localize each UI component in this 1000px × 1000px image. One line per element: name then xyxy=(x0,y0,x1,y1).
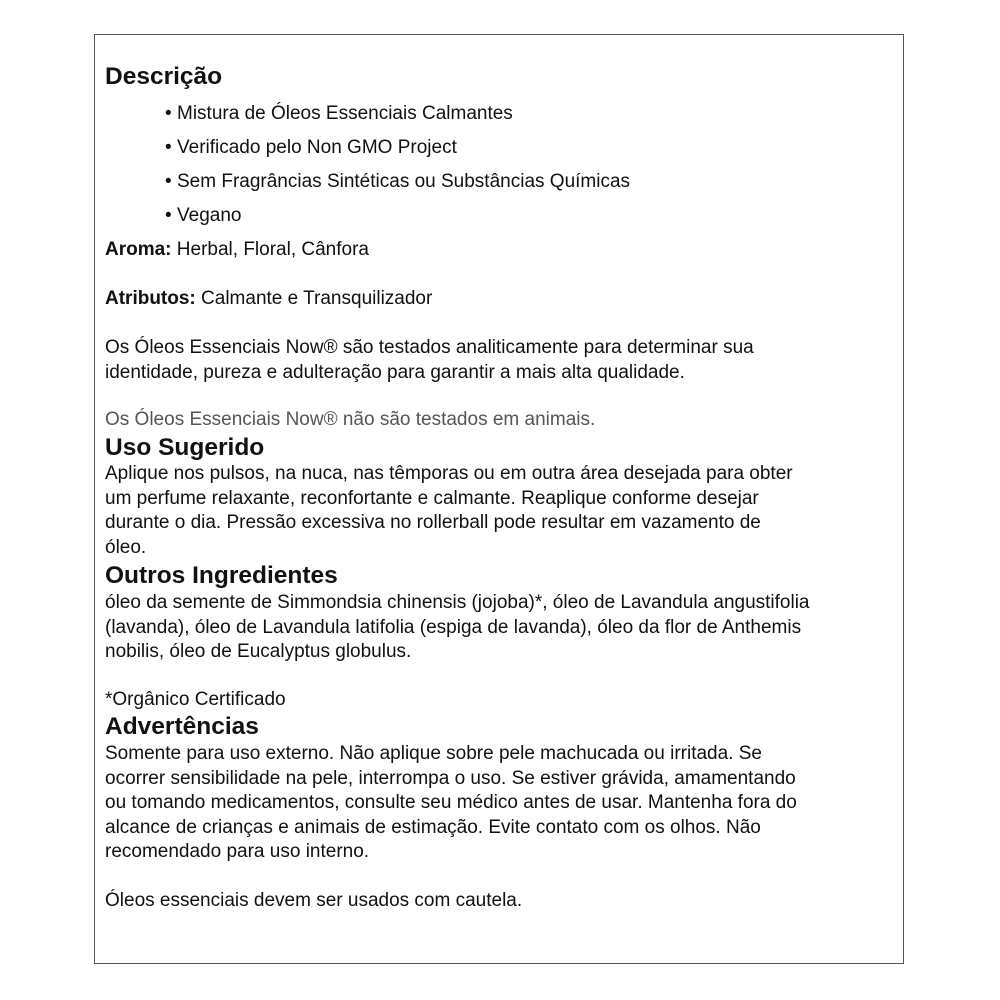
uso-heading: Uso Sugerido xyxy=(105,434,265,461)
ingredientes-heading: Outros Ingredientes xyxy=(105,562,338,589)
caution-note: Óleos essenciais devem ser usados com cautela. xyxy=(105,890,523,911)
list-item: • Mistura de Óleos Essenciais Calmantes xyxy=(165,103,513,124)
atributos-line xyxy=(105,287,432,312)
advertencias-paragraph: Somente para uso externo. Não aplique sobre pele machucada ou irritada. Se ocorrer sensibilidade na pele, interrompa o uso. Se estiver grávida, amamentando ou tomando medicamentos, consulte seu médico antes de usar. Mantenha fora do alcance de crianças e animais de estimação. Evite contato com os olhos. Não recomendado para uso interno. xyxy=(105,743,797,862)
aroma-label: Aroma: xyxy=(105,239,172,260)
organic-note: *Orgânico Certificado xyxy=(105,689,286,710)
bullet-icon: • xyxy=(165,171,172,192)
animals-note: Os Óleos Essenciais Now® não são testados em animais. xyxy=(105,409,596,430)
aroma-value: Herbal, Floral, Cânfora xyxy=(171,239,369,260)
bullet-icon: • xyxy=(165,205,172,226)
atributos-value: Calmante e Transquilizador xyxy=(195,288,433,309)
ingredientes-paragraph: óleo da semente de Simmondsia chinensis (jojoba)*, óleo de Lavandula angustifolia (lavanda), óleo de Lavandula latifolia (espiga de lavanda), óleo da flor de Anthemis nobilis, óleo de Eucalyptus globulus. xyxy=(105,592,810,662)
descricao-bullet-list xyxy=(105,102,630,238)
list-item: • Sem Fragrâncias Sintéticas ou Substâncias Químicas xyxy=(165,171,631,192)
aroma-line xyxy=(105,238,369,263)
atributos-label: Atributos: xyxy=(105,288,196,309)
testing-paragraph: Os Óleos Essenciais Now® são testados analiticamente para determinar sua identidade, pureza e adulteração para garantir a mais alta qualidade. xyxy=(105,337,754,383)
descricao-heading: Descrição xyxy=(105,63,223,90)
list-item: • Vegano xyxy=(165,205,242,226)
bullet-icon: • xyxy=(165,137,172,158)
list-item: • Verificado pelo Non GMO Project xyxy=(165,137,457,158)
advertencias-heading: Advertências xyxy=(105,713,259,740)
bullet-icon: • xyxy=(165,103,172,124)
uso-paragraph: Aplique nos pulsos, na nuca, nas têmporas ou em outra área desejada para obter um perfume relaxante, reconfortante e calmante. Reaplique conforme desejar durante o dia. Pressão excessiva no rollerball pode resultar em vazamento de óleo. xyxy=(105,463,793,558)
